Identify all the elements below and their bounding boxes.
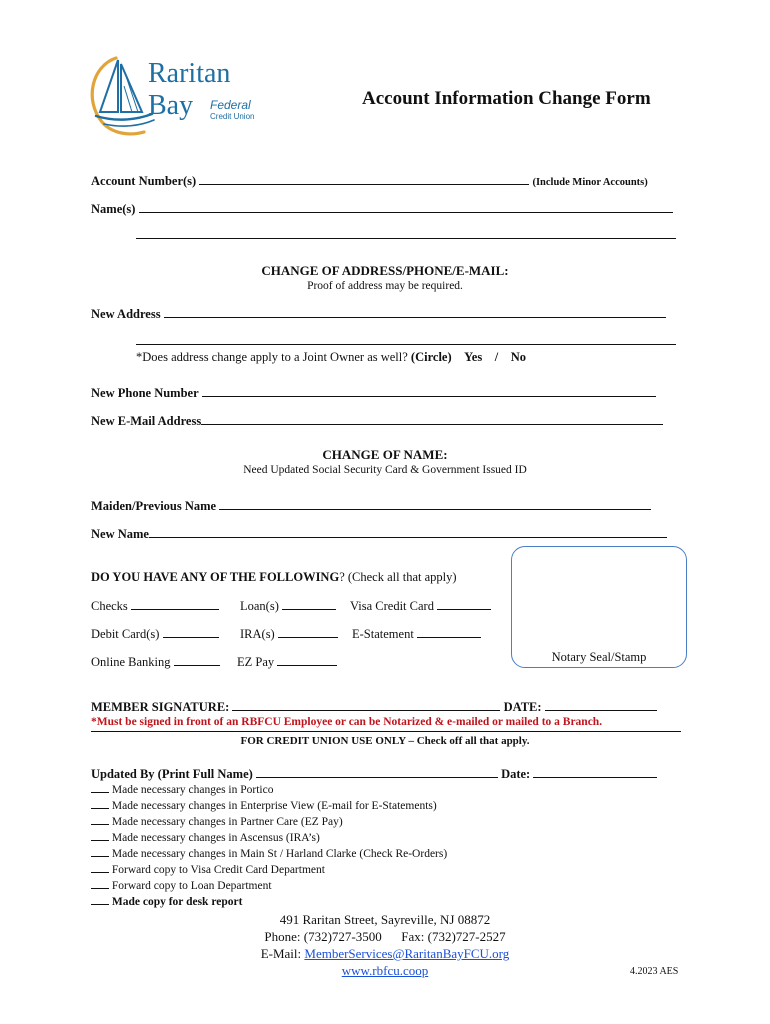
updated-by-field[interactable]	[256, 765, 498, 778]
footer-address: 491 Raritan Street, Sayreville, NJ 08872	[279, 912, 491, 927]
checklist-blank[interactable]	[91, 830, 109, 841]
checklist-item	[91, 830, 320, 844]
updated-by-label: Updated By (Print Full Name)	[91, 767, 253, 781]
circle-label: (Circle)	[410, 350, 452, 364]
signature-label: MEMBER SIGNATURE:	[91, 700, 230, 714]
email-label: New E-Mail Address	[91, 414, 202, 428]
debit-label: Debit Card(s)	[91, 627, 160, 641]
checklist-item-text: Made necessary changes in Portico	[111, 784, 274, 796]
visa-field[interactable]	[437, 597, 491, 610]
ezpay-label: EZ Pay	[237, 655, 275, 669]
footer-email-prefix: E-Mail:	[260, 946, 305, 961]
checklist-item	[91, 782, 273, 796]
account-number-label: Account Number(s)	[91, 174, 197, 188]
names-row	[91, 200, 673, 217]
updated-by-row	[91, 765, 657, 782]
logo-raritan: Raritan	[148, 58, 231, 89]
maiden-name-row	[91, 497, 651, 514]
checklist-blank[interactable]	[91, 894, 109, 905]
checks-row	[91, 597, 219, 614]
online-label: Online Banking	[91, 655, 171, 669]
footer-website-link[interactable]: www.rbfcu.coop	[341, 963, 429, 978]
checklist-blank[interactable]	[91, 878, 109, 889]
joint-no[interactable]: No	[510, 350, 526, 364]
maiden-name-field[interactable]	[219, 497, 651, 510]
new-name-field[interactable]	[149, 525, 667, 538]
checklist-item-text: Forward copy to Visa Credit Card Department	[111, 864, 325, 876]
footer-email-link[interactable]: MemberServices@RaritanBayFCU.org	[304, 946, 510, 961]
logo-credit-union: Credit Union	[210, 112, 255, 121]
email-field[interactable]	[201, 412, 663, 425]
name-heading: CHANGE OF NAME:	[322, 447, 448, 462]
logo-federal: Federal	[210, 98, 251, 112]
footer-version: 4.2023 AES	[630, 966, 679, 977]
new-name-row	[91, 525, 667, 542]
form-title: Account Information Change Form	[362, 88, 651, 109]
footer-email-row	[0, 946, 770, 962]
phone-label: New Phone Number	[91, 386, 199, 400]
checklist-item-text: Made necessary changes in Ascensus (IRA’s)	[111, 832, 320, 844]
checklist-item-text: Made necessary changes in Partner Care (EZ Pay)	[111, 816, 343, 828]
estatement-field[interactable]	[417, 625, 481, 638]
joint-owner-row	[136, 350, 526, 365]
visa-row	[350, 597, 491, 614]
loans-field[interactable]	[282, 597, 336, 610]
following-hint: (Check all that apply)	[347, 570, 457, 584]
new-name-label: New Name	[91, 527, 149, 541]
checklist-item	[91, 846, 447, 860]
joint-slash: /	[494, 350, 499, 364]
estatement-label: E-Statement	[352, 627, 414, 641]
joint-owner-question: *Does address change apply to a Joint Owner as well?	[136, 350, 408, 364]
new-address-field[interactable]	[164, 305, 666, 318]
debit-row	[91, 625, 219, 642]
loans-label: Loan(s)	[240, 599, 279, 613]
signature-date-field[interactable]	[545, 698, 657, 711]
checklist-item	[91, 862, 325, 876]
signature-warning: *Must be signed in front of an RBFCU Employee or can be Notarized & e-mailed or mailed to a Branch.	[91, 716, 603, 728]
checklist-item-text: Made necessary changes in Main St / Harland Clarke (Check Re-Orders)	[111, 848, 448, 860]
notary-box	[511, 546, 687, 668]
ezpay-row	[237, 653, 337, 670]
checklist-item-text: Forward copy to Loan Department	[111, 880, 272, 892]
logo	[86, 52, 276, 138]
signature-row	[91, 698, 657, 715]
checks-label: Checks	[91, 599, 128, 613]
checklist-blank[interactable]	[91, 782, 109, 793]
joint-yes[interactable]: Yes	[464, 350, 483, 364]
estatement-row	[352, 625, 481, 642]
names-label: Name(s)	[91, 202, 136, 216]
new-address-row	[91, 305, 666, 322]
updated-by-date-field[interactable]	[533, 765, 657, 778]
ezpay-field[interactable]	[277, 653, 337, 666]
visa-label: Visa Credit Card	[350, 599, 434, 613]
names-field-2[interactable]	[136, 226, 676, 239]
footer-phone-fax	[0, 929, 770, 945]
signature-date-label: DATE:	[503, 700, 542, 714]
updated-by-date-label: Date:	[501, 767, 531, 781]
checklist-item-text: Made necessary changes in Enterprise View (E-mail for E-Statements)	[111, 800, 437, 812]
email-row	[91, 412, 663, 429]
footer-phone: Phone: (732)727-3500	[264, 929, 382, 944]
phone-field[interactable]	[202, 384, 656, 397]
checklist-item	[91, 878, 272, 892]
name-subheading: Need Updated Social Security Card & Government Issued ID	[243, 464, 527, 476]
online-field[interactable]	[174, 653, 220, 666]
checklist-item-last	[91, 894, 242, 908]
following-question-mark: ?	[339, 570, 345, 584]
credit-union-use-heading: FOR CREDIT UNION USE ONLY – Check off all that apply.	[240, 735, 530, 747]
address-subheading: Proof of address may be required.	[307, 280, 463, 292]
following-question-row	[91, 570, 457, 585]
ira-row	[240, 625, 338, 642]
ira-label: IRA(s)	[240, 627, 275, 641]
checklist-item	[91, 798, 437, 812]
footer-fax: Fax: (732)727-2527	[401, 929, 506, 944]
notary-label: Notary Seal/Stamp	[551, 650, 647, 664]
maiden-name-label: Maiden/Previous Name	[91, 499, 217, 513]
checklist-item-text: Made copy for desk report	[111, 896, 243, 908]
online-row	[91, 653, 220, 670]
ira-field[interactable]	[278, 625, 338, 638]
logo-bay: Bay	[148, 90, 194, 121]
account-note: (Include Minor Accounts)	[532, 177, 648, 188]
divider-line	[91, 731, 681, 732]
checklist-blank[interactable]	[91, 798, 109, 809]
checklist-item	[91, 814, 343, 828]
new-address-label: New Address	[91, 307, 161, 321]
phone-row	[91, 384, 656, 401]
signature-field[interactable]	[232, 698, 500, 711]
following-question: DO YOU HAVE ANY OF THE FOLLOWING	[91, 570, 340, 584]
loans-row	[240, 597, 336, 614]
account-number-field[interactable]	[199, 172, 529, 185]
checklist-blank[interactable]	[91, 862, 109, 873]
names-field[interactable]	[139, 200, 673, 213]
checks-field[interactable]	[131, 597, 219, 610]
checklist-blank[interactable]	[91, 814, 109, 825]
debit-field[interactable]	[163, 625, 219, 638]
new-address-field-2[interactable]	[136, 332, 676, 345]
account-number-row	[91, 172, 648, 189]
address-heading: CHANGE OF ADDRESS/PHONE/E-MAIL:	[261, 263, 509, 278]
checklist-blank[interactable]	[91, 846, 109, 857]
